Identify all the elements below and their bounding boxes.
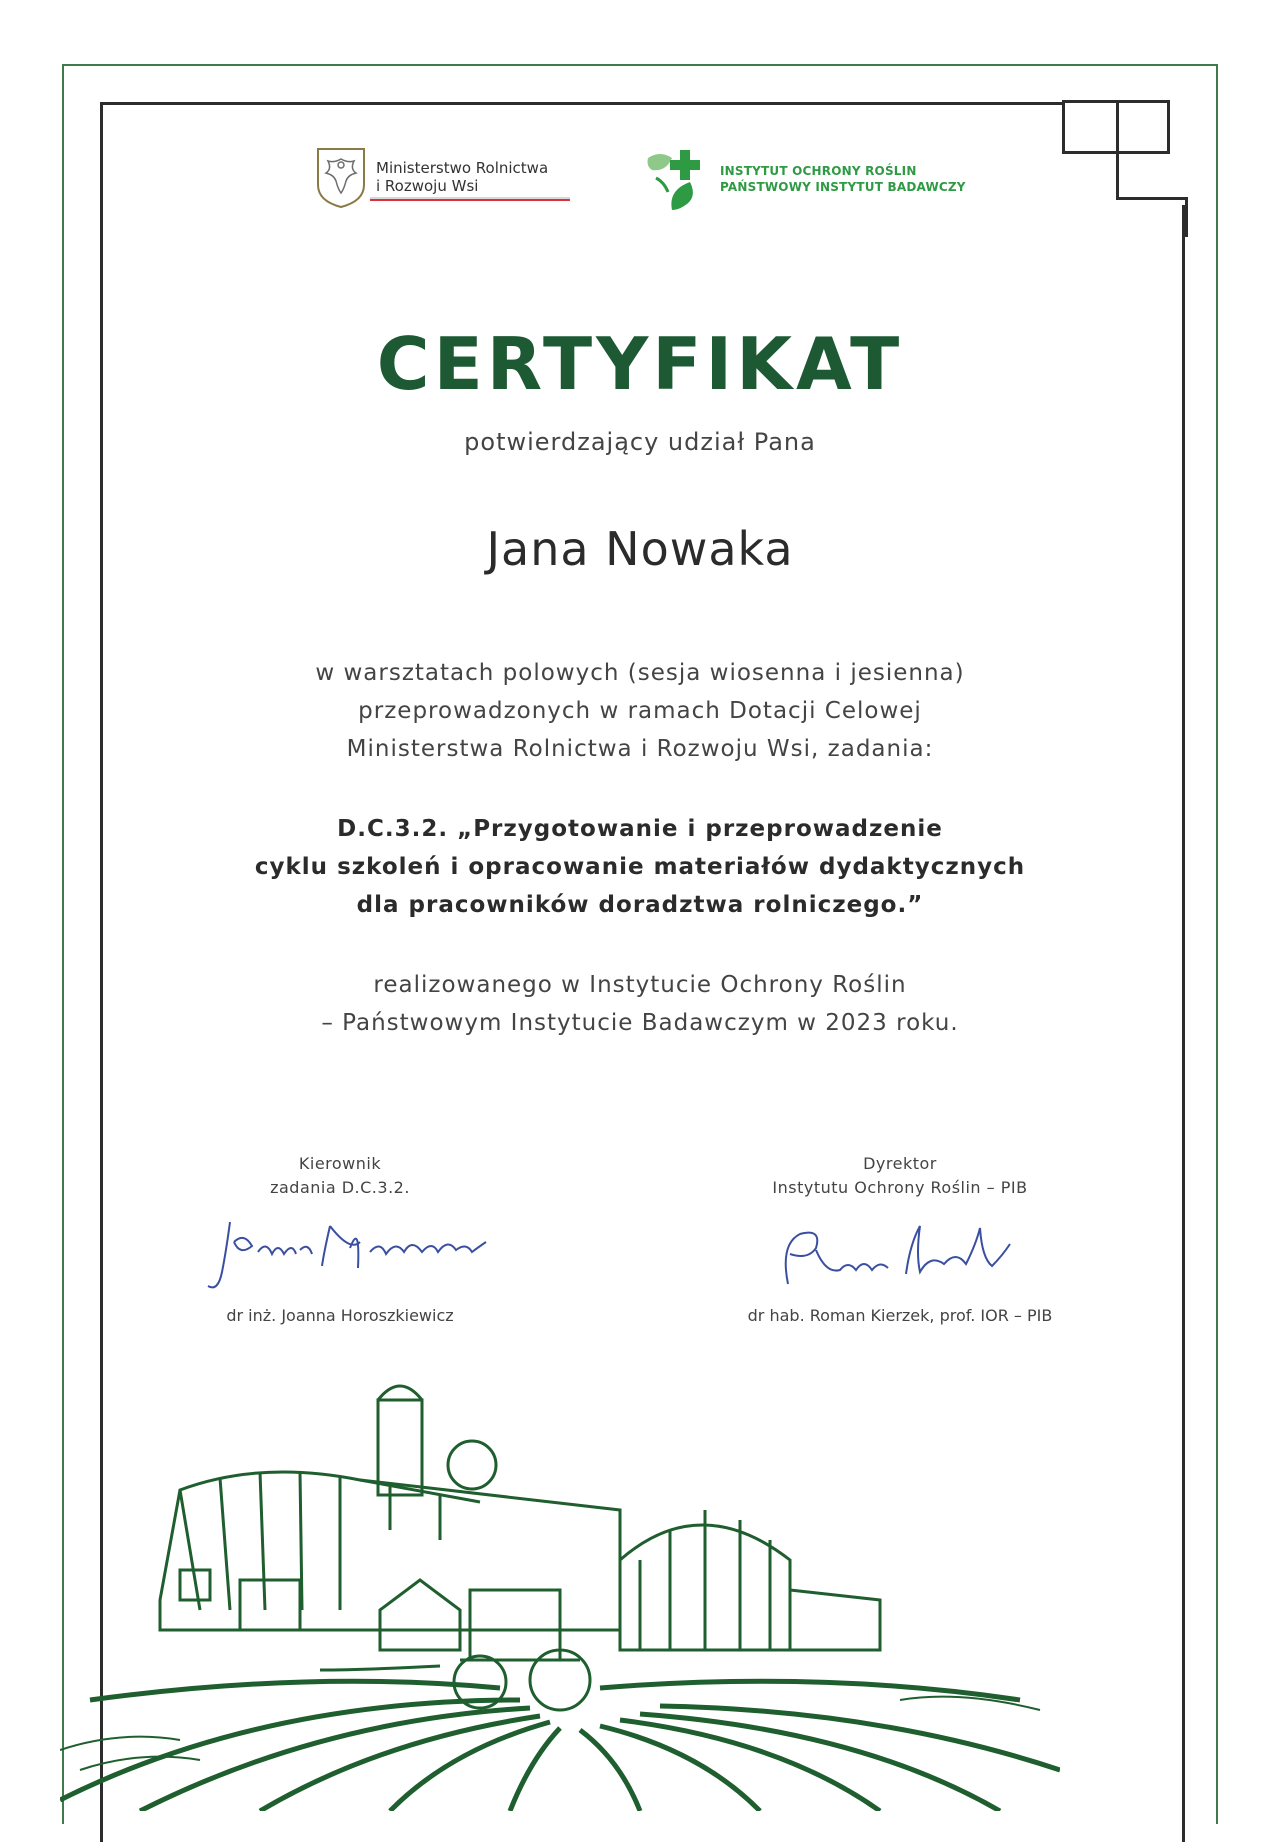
right-role-line2: Instytutu Ochrony Roślin – PIB: [772, 1178, 1028, 1197]
right-role-line1: Dyrektor: [863, 1154, 937, 1173]
left-signatory-name: dr inż. Joanna Horoszkiewicz: [226, 1306, 454, 1325]
task-title-line: D.C.3.2. „Przygotowanie i przeprowadzenie: [337, 816, 943, 842]
corner-line-decoration-2: [1185, 197, 1188, 237]
institute-name-line1: INSTYTUT OCHRONY ROŚLIN: [720, 164, 917, 178]
ministry-logo: [314, 145, 548, 209]
description-line: w warsztatach polowych (sesja wiosenna i jesienna): [315, 660, 965, 686]
realization-paragraph: [0, 966, 1280, 1042]
corner-square-decoration-2: [1116, 100, 1170, 200]
left-handwritten-signature: [200, 1212, 490, 1300]
right-handwritten-signature: [770, 1214, 1020, 1300]
description-line: przeprowadzonych w ramach Dotacji Celowej: [358, 698, 922, 724]
right-signatory-name: dr hab. Roman Kierzek, prof. IOR – PIB: [747, 1306, 1053, 1325]
realization-line: – Państwowym Instytucie Badawczym w 2023 roku.: [321, 1010, 959, 1036]
description-paragraph: [0, 654, 1280, 768]
recipient-name: Jana Nowaka: [486, 522, 794, 576]
leaf-cross-icon: [642, 148, 702, 210]
left-role-line1: Kierownik: [298, 1154, 382, 1173]
corner-line-decoration: [1116, 197, 1188, 200]
left-role-line2: zadania D.C.3.2.: [270, 1178, 410, 1197]
task-title: [0, 810, 1280, 924]
ministry-name-line1: Ministerstwo Rolnictwa: [376, 159, 549, 177]
polish-flag-stripe: [370, 197, 570, 201]
description-line: Ministerstwa Rolnictwa i Rozwoju Wsi, zadania:: [346, 736, 934, 762]
institute-name-line2: PAŃSTWOWY INSTYTUT BADAWCZY: [720, 180, 966, 194]
institute-logo: [642, 148, 966, 210]
task-title-line: cyklu szkoleń i opracowanie materiałów dydaktycznych: [254, 854, 1026, 880]
task-title-line: dla pracowników doradztwa rolniczego.”: [356, 892, 924, 918]
farm-illustration: [60, 1370, 1060, 1811]
left-signature-role: [150, 1152, 530, 1200]
eagle-emblem-icon: [314, 145, 368, 209]
right-signature-role: [660, 1152, 1140, 1200]
certificate-title: CERTYFIKAT: [376, 322, 904, 406]
ministry-name-line2: i Rozwoju Wsi: [376, 177, 479, 195]
certificate-subtitle: potwierdzający udział Pana: [464, 428, 816, 456]
realization-line: realizowanego w Instytucie Ochrony Roślin: [373, 972, 907, 998]
